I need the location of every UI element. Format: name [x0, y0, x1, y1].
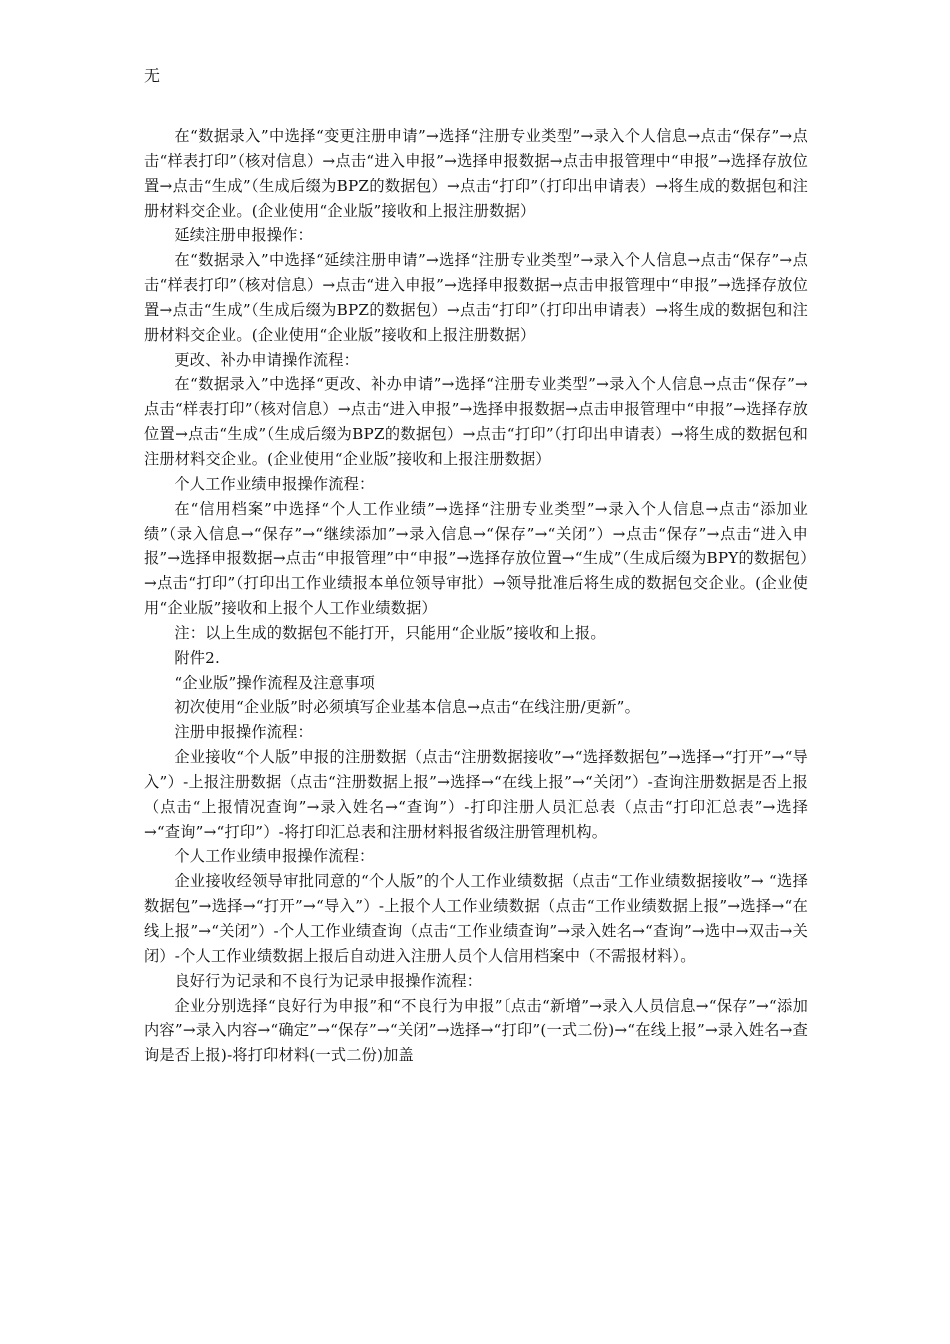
paragraph-initial-use: 初次使用“企业版”时必须填写企业基本信息→点击“在线注册/更新”。 [174, 698, 640, 717]
paragraph-change-registration: 在“数据录入”中选择“变更注册申请”→选择“注册专业类型”→录入个人信息→点击“保存”→点击“样表打印”（核对信息）→点击“进入申报”→选择申报数据→点击申报管理中“申报”→选择存放位置→点击“生成”（生成后缀为BPZ的数据包）→点击“打印”（打印出申请表）→将生成的数据包和注册材料交企业。(企业使用“企业版”接收和上报注册数据） [144, 127, 808, 220]
paragraph-change-reissue: 在“数据录入”中选择“更改、补办申请”→选择“注册专业类型”→录入个人信息→点击“保存”→点击“样表打印”（核对信息）→点击“进入申报”→选择申报数据→点击申报管理中“申报”→选择存放位置→点击“生成”（生成后缀为BPZ的数据包）→点击“打印”（打印出申请表）→将生成的数据包和注册材料交企业。(企业使用“企业版”接收和上报注册数据） [144, 375, 808, 468]
heading-behavior-records: 良好行为记录和不良行为记录申报操作流程： [174, 971, 483, 990]
heading-change-reissue: 更改、补办申请操作流程： [174, 350, 360, 369]
paragraph-enterprise-registration: 企业接收“个人版”申报的注册数据（点击“注册数据接收”→“选择数据包”→选择→“打开”→“导入”）-上报注册数据（点击“注册数据上报”→选择→“在线上报”→“关闭”）-查询注册数据是否上报（点击“上报情况查询”→录入姓名→“查询”）-打印注册人员汇总表（点击“打印汇总表”→选择→“查询”→“打印”）-将打印汇总表和注册材料报省级注册管理机构。 [144, 748, 808, 841]
paragraph-behavior-records: 企业分别选择“良好行为申报”和“不良行为申报”〔点击“新增”→录入人员信息→“保存”→“添加内容”→录入内容→“确定”→“保存”→“关闭”→选择→“打印”(一式二份)→“在线上报”→录入姓名→查询是否上报)-将打印材料(一式二份)加盖 [144, 996, 808, 1065]
enterprise-edition-title: “企业版”操作流程及注意事项 [174, 673, 375, 692]
heading-enterprise-registration: 注册申报操作流程： [174, 723, 313, 742]
heading-renewal-registration: 延续注册申报操作： [174, 226, 313, 245]
paragraph-enterprise-performance: 企业接收经领导审批同意的“个人版”的个人工作业绩数据（点击“工作业绩数据接收”→ “选择数据包”→选择→“打开”→“导入”）-上报个人工作业绩数据（点击“工作业绩数据上报”→选择→“在线上报”→“关闭”）-个人工作业绩查询（点击“工作业绩查询”→录入姓名→“查询”→选中→双击→关闭）-个人工作业绩数据上报后自动进入注册人员个人信用档案中（不需报材料）。 [144, 872, 808, 965]
document-body [144, 124, 808, 1068]
paragraph-personal-performance: 在“信用档案”中选择“个人工作业绩”→选择“注册专业类型”→录入个人信息→点击“添加业绩”（录入信息→“保存”→“继续添加”→录入信息→“保存”→“关闭”）→点击“保存”→点击“进入申报”→选择申报数据→点击“申报管理”中“申报”→选择存放位置→“生成”（生成后缀为BPY的数据包）→点击“打印”（打印出工作业绩报本单位领导审批）→领导批准后将生成的数据包交企业。(企业使用“企业版”接收和上报个人工作业绩数据） [144, 499, 808, 618]
heading-enterprise-performance: 个人工作业绩申报操作流程： [174, 847, 375, 866]
attachment-label: 附件2. [174, 648, 221, 667]
note-paragraph: 注：以上生成的数据包不能打开，只能用“企业版”接收和上报。 [174, 623, 606, 642]
page-header-mark: 无 [144, 66, 161, 85]
heading-personal-performance: 个人工作业绩申报操作流程： [174, 474, 375, 493]
paragraph-renewal-registration: 在“数据录入”中选择“延续注册申请”→选择“注册专业类型”→录入个人信息→点击“保存”→点击“样表打印”（核对信息）→点击“进入申报”→选择申报数据→点击申报管理中“申报”→选择存放位置→点击“生成”（生成后缀为BPZ的数据包）→点击“打印”（打印出申请表）→将生成的数据包和注册材料交企业。(企业使用“企业版”接收和上报注册数据） [144, 251, 808, 344]
